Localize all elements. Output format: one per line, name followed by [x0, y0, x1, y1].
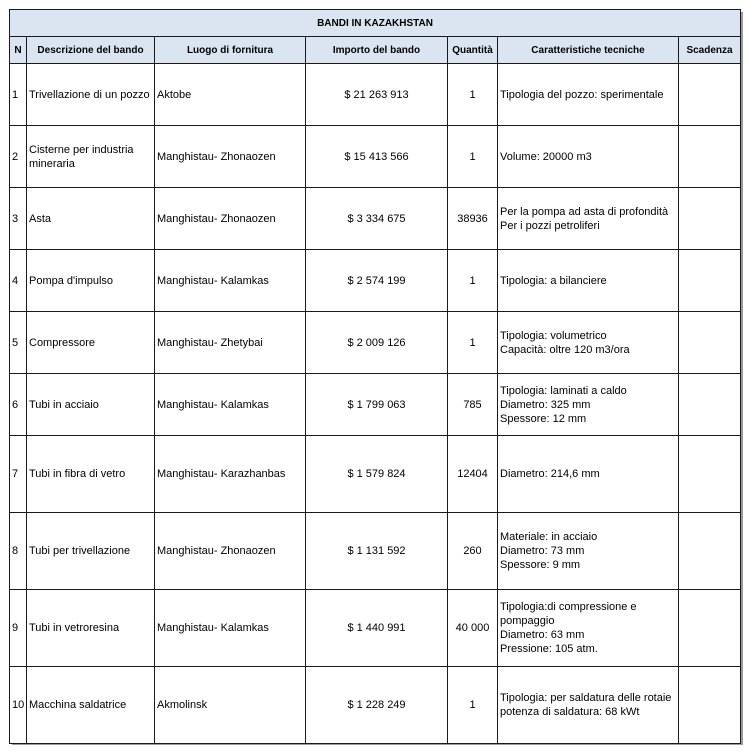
cell-importo[interactable]: $ 1 440 991 — [306, 590, 448, 667]
cell-n[interactable]: 6 — [10, 374, 27, 436]
caratteristiche-line: Tipologia del pozzo: sperimentale — [500, 88, 664, 101]
caratteristiche-line: Capacità: oltre 120 m3/ora — [500, 343, 630, 356]
cell-descrizione[interactable]: Macchina saldatrice — [27, 667, 155, 744]
cell-quantita[interactable]: 38936 — [448, 188, 498, 250]
cell-importo[interactable]: $ 1 228 249 — [306, 667, 448, 744]
caratteristiche-line: Spessore: 9 mm — [500, 559, 581, 571]
table-row — [10, 590, 741, 667]
cell-importo[interactable]: $ 1 579 824 — [306, 436, 448, 513]
cell-descrizione[interactable]: Asta — [27, 188, 155, 250]
cell-luogo[interactable]: Manghistau- Kalamkas — [155, 374, 306, 436]
caratteristiche-line: Diametro: 73 mm — [500, 545, 585, 557]
cell-importo[interactable]: $ 21 263 913 — [306, 64, 448, 126]
cell-n[interactable]: 8 — [10, 513, 27, 590]
cell-luogo[interactable]: Aktobe — [155, 64, 306, 126]
cell-descrizione[interactable]: Tubi in fibra di vetro — [27, 436, 155, 513]
cell-luogo[interactable]: Manghistau- Zhonaozen — [155, 513, 306, 590]
caratteristiche-line: Diametro: 63 mm — [500, 629, 585, 641]
caratteristiche-line: Per i pozzi petroliferi — [500, 219, 600, 232]
caratteristiche-line: Tipologia: volumetrico — [500, 329, 607, 342]
cell-n[interactable]: 10 — [10, 667, 27, 744]
caratteristiche-line: Diametro: 214,6 mm — [500, 468, 600, 480]
cell-quantita[interactable]: 40 000 — [448, 590, 498, 667]
cell-quantita[interactable]: 1 — [448, 64, 498, 126]
cell-caratteristiche[interactable] — [498, 312, 679, 374]
cell-scadenza[interactable] — [679, 374, 741, 436]
cell-caratteristiche[interactable] — [498, 590, 679, 667]
header-importo: Importo del bando — [306, 37, 448, 64]
header-n: N — [10, 37, 27, 64]
cell-caratteristiche[interactable] — [498, 513, 679, 590]
cell-quantita[interactable]: 1 — [448, 312, 498, 374]
cell-importo[interactable]: $ 15 413 566 — [306, 126, 448, 188]
cell-scadenza[interactable] — [679, 126, 741, 188]
cell-scadenza[interactable] — [679, 513, 741, 590]
cell-caratteristiche[interactable] — [498, 188, 679, 250]
cell-luogo[interactable]: Manghistau- Karazhanbas — [155, 436, 306, 513]
cell-quantita[interactable]: 12404 — [448, 436, 498, 513]
caratteristiche-line: Per la pompa ad asta di profondità — [500, 205, 669, 218]
cell-descrizione[interactable]: Tubi in vetroresina — [27, 590, 155, 667]
cell-n[interactable]: 7 — [10, 436, 27, 513]
cell-descrizione[interactable]: Cisterne per industria mineraria — [27, 126, 155, 188]
cell-descrizione[interactable]: Tubi in acciaio — [27, 374, 155, 436]
table-row — [10, 250, 741, 312]
caratteristiche-line: Materiale: in acciaio — [500, 531, 598, 543]
cell-scadenza[interactable] — [679, 188, 741, 250]
cell-scadenza[interactable] — [679, 312, 741, 374]
cell-scadenza[interactable] — [679, 590, 741, 667]
table-row — [10, 436, 741, 513]
cell-quantita[interactable]: 1 — [448, 667, 498, 744]
cell-caratteristiche[interactable] — [498, 64, 679, 126]
header-row — [10, 37, 741, 64]
table-row — [10, 312, 741, 374]
cell-n[interactable]: 3 — [10, 188, 27, 250]
table-row — [10, 374, 741, 436]
caratteristiche-line: Pressione: 105 atm. — [500, 643, 598, 655]
cell-quantita[interactable]: 260 — [448, 513, 498, 590]
tenders-table — [9, 9, 741, 744]
caratteristiche-line: Volume: 20000 m3 — [500, 150, 592, 163]
table-title: BANDI IN KAZAKHSTAN — [10, 10, 741, 37]
cell-importo[interactable]: $ 3 334 675 — [306, 188, 448, 250]
cell-quantita[interactable]: 1 — [448, 250, 498, 312]
cell-luogo[interactable]: Manghistau- Zhonaozen — [155, 126, 306, 188]
cell-descrizione[interactable]: Pompa d'impulso — [27, 250, 155, 312]
table-row — [10, 126, 741, 188]
cell-importo[interactable]: $ 1 131 592 — [306, 513, 448, 590]
cell-n[interactable]: 2 — [10, 126, 27, 188]
table-row — [10, 667, 741, 744]
cell-n[interactable]: 1 — [10, 64, 27, 126]
caratteristiche-line: Spessore: 12 mm — [500, 412, 587, 425]
cell-descrizione[interactable]: Tubi per trivellazione — [27, 513, 155, 590]
table-row — [10, 513, 741, 590]
header-caratteristiche: Caratteristiche tecniche — [498, 37, 679, 64]
cell-n[interactable]: 5 — [10, 312, 27, 374]
cell-importo[interactable]: $ 2 009 126 — [306, 312, 448, 374]
caratteristiche-line: potenza di saldatura: 68 kWt — [500, 706, 640, 718]
caratteristiche-line: Tipologia: laminati a caldo — [500, 384, 627, 397]
cell-importo[interactable]: $ 1 799 063 — [306, 374, 448, 436]
cell-caratteristiche[interactable] — [498, 250, 679, 312]
cell-scadenza[interactable] — [679, 436, 741, 513]
cell-caratteristiche[interactable] — [498, 436, 679, 513]
cell-scadenza[interactable] — [679, 250, 741, 312]
header-descrizione: Descrizione del bando — [27, 37, 155, 64]
cell-scadenza[interactable] — [679, 667, 741, 744]
cell-luogo[interactable]: Akmolinsk — [155, 667, 306, 744]
caratteristiche-line: Tipologia:di compressione e pompaggio — [500, 601, 637, 627]
cell-descrizione[interactable]: Compressore — [27, 312, 155, 374]
cell-caratteristiche[interactable] — [498, 126, 679, 188]
cell-scadenza[interactable] — [679, 64, 741, 126]
cell-luogo[interactable]: Manghistau- Kalamkas — [155, 590, 306, 667]
caratteristiche-line: Tipologia: per saldatura delle rotaie — [500, 692, 672, 704]
cell-quantita[interactable]: 785 — [448, 374, 498, 436]
cell-caratteristiche[interactable] — [498, 667, 679, 744]
table-body — [10, 64, 741, 744]
cell-luogo[interactable]: Manghistau- Kalamkas — [155, 250, 306, 312]
cell-descrizione[interactable]: Trivellazione di un pozzo — [27, 64, 155, 126]
caratteristiche-line: Tipologia: a bilanciere — [500, 274, 607, 287]
header-quantita: Quantità — [448, 37, 498, 64]
spreadsheet-table-container — [9, 9, 740, 744]
caratteristiche-line: Diametro: 325 mm — [500, 398, 591, 411]
cell-n[interactable]: 9 — [10, 590, 27, 667]
cell-caratteristiche[interactable] — [498, 374, 679, 436]
cell-quantita[interactable]: 1 — [448, 126, 498, 188]
header-scadenza: Scadenza — [679, 37, 741, 64]
cell-importo[interactable]: $ 2 574 199 — [306, 250, 448, 312]
table-row — [10, 64, 741, 126]
cell-luogo[interactable]: Manghistau- Zhonaozen — [155, 188, 306, 250]
table-row — [10, 188, 741, 250]
cell-n[interactable]: 4 — [10, 250, 27, 312]
cell-luogo[interactable]: Manghistau- Zhetybai — [155, 312, 306, 374]
header-luogo: Luogo di fornitura — [155, 37, 306, 64]
